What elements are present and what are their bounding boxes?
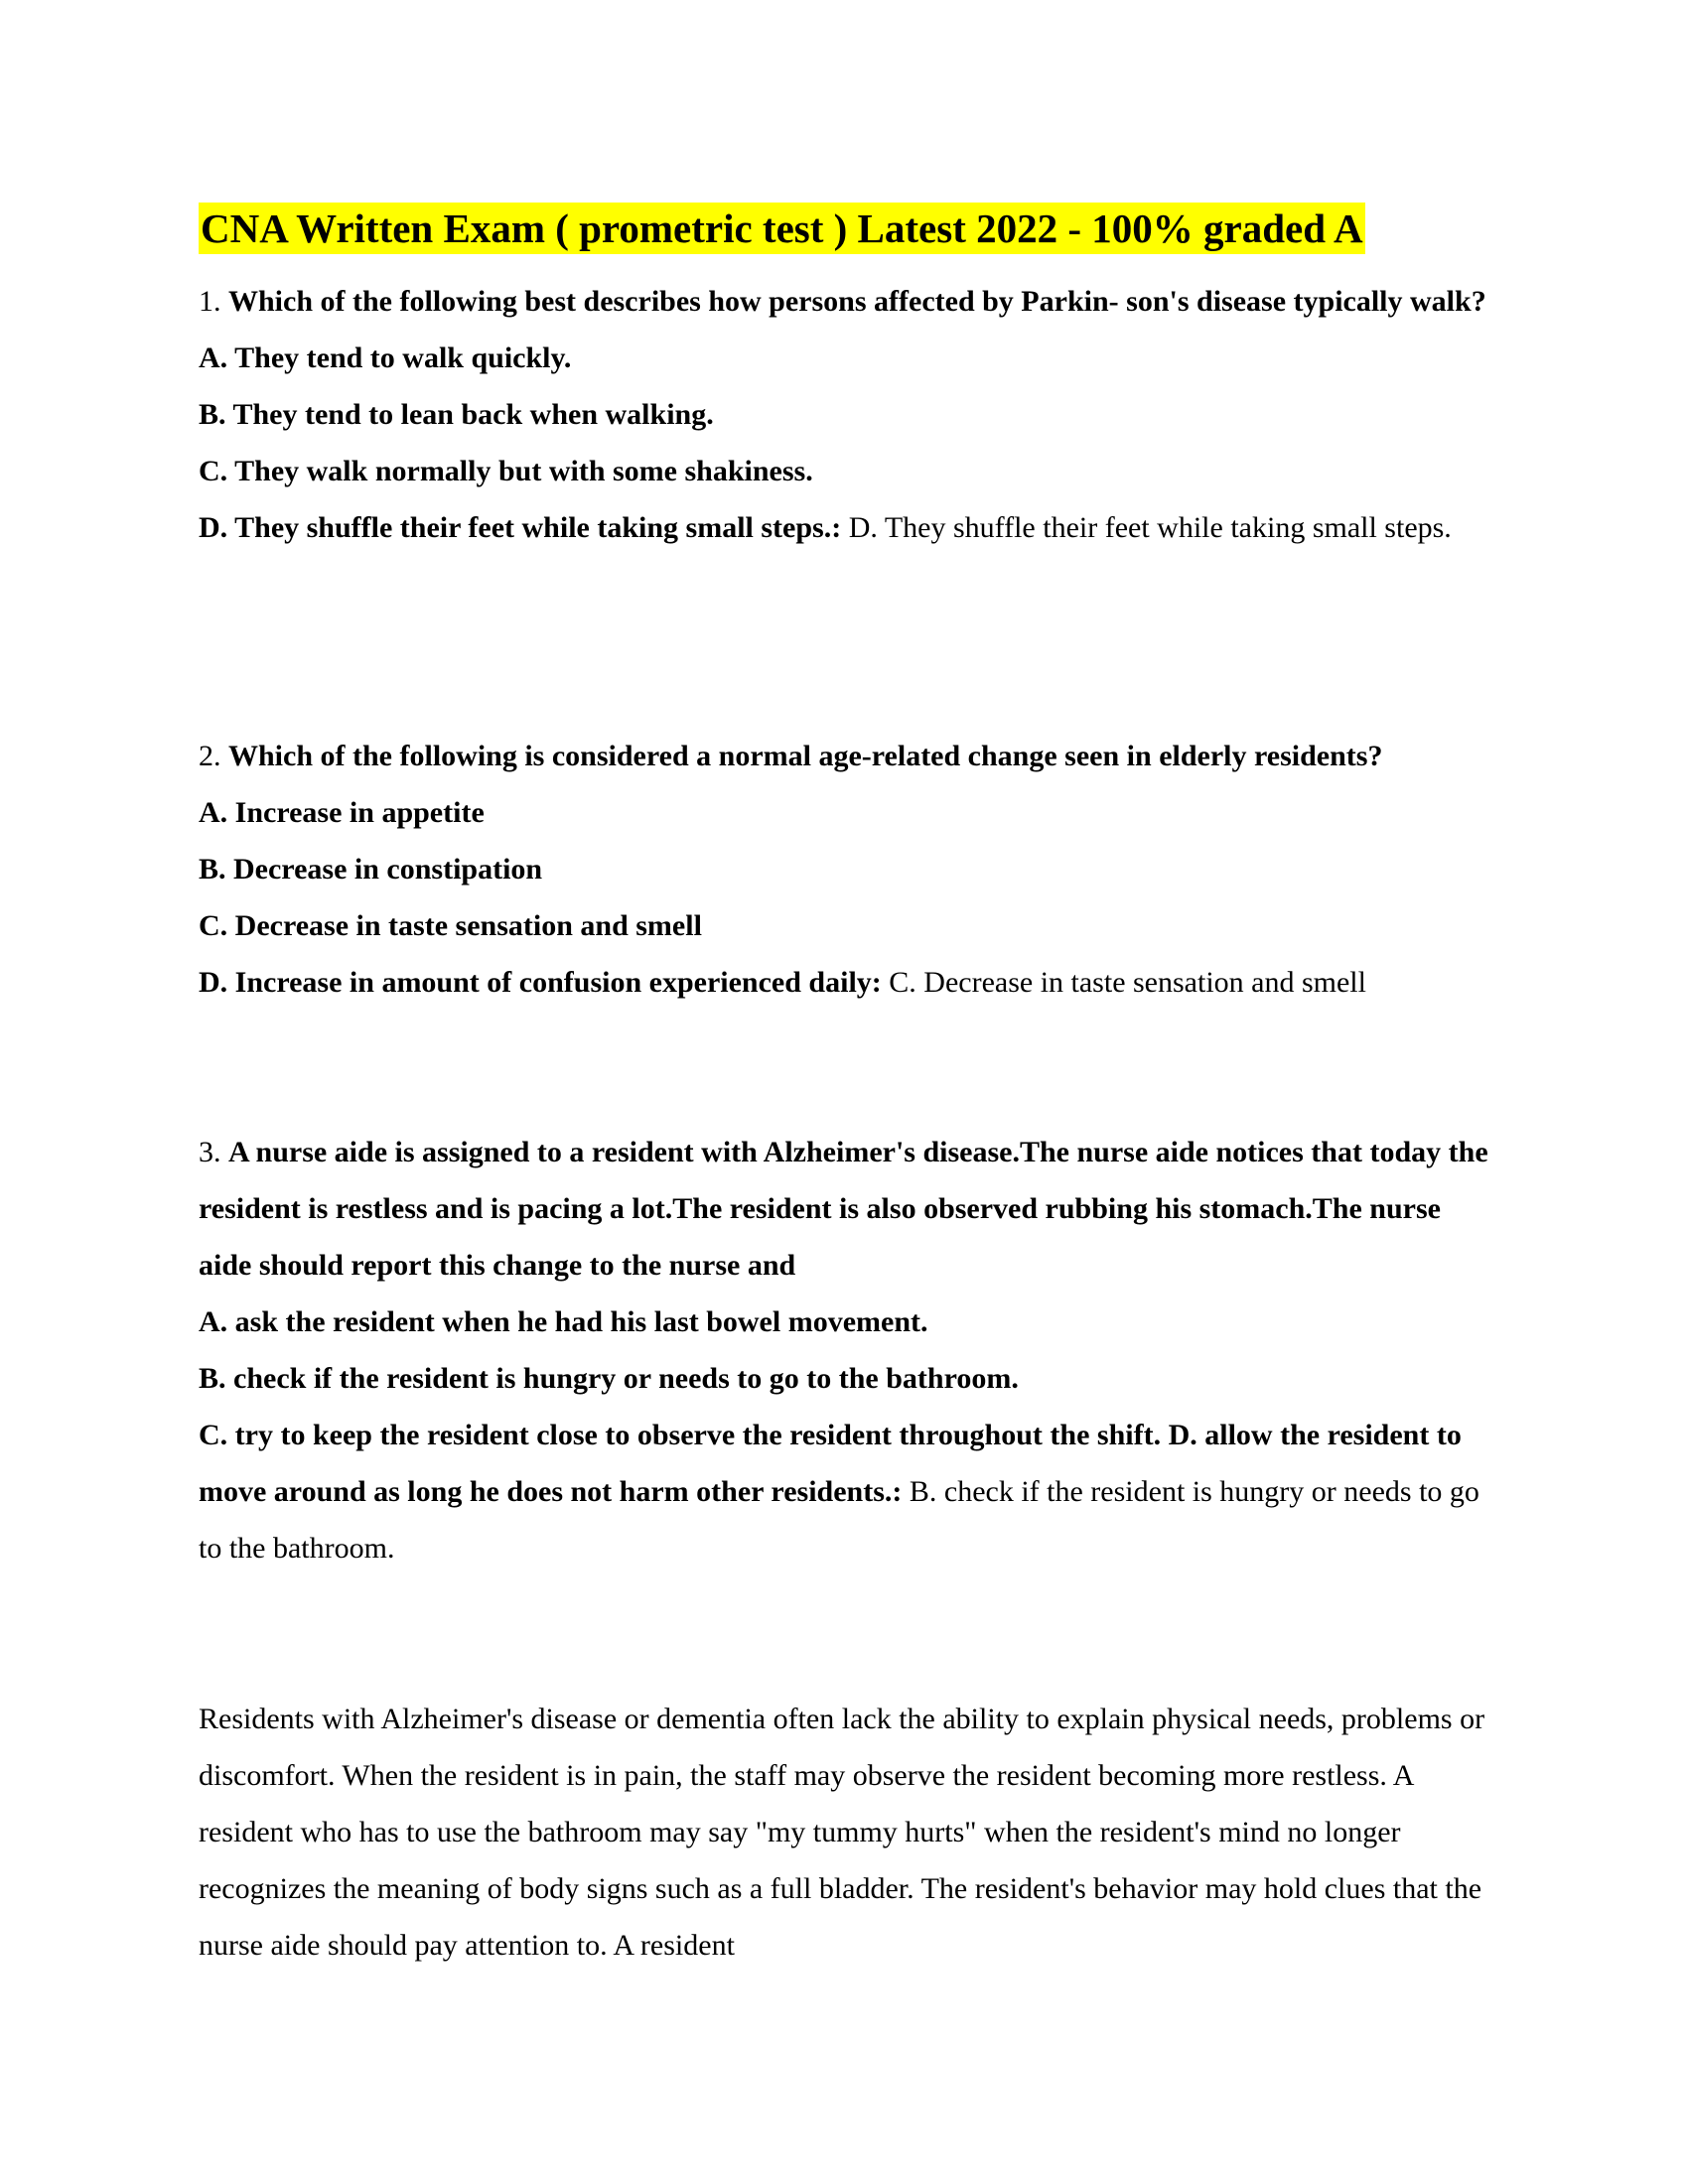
option-a: A. ask the resident when he had his last bowel movement.: [199, 1305, 928, 1338]
question-number: 3.: [199, 1136, 221, 1168]
question-2: [199, 728, 1499, 1011]
option-d: D. They shuffle their feet while taking small steps.:: [199, 511, 842, 544]
option-b: B. check if the resident is hungry or needs to go to the bathroom.: [199, 1362, 1019, 1395]
question-1: [199, 273, 1499, 556]
answer: C. Decrease in taste sensation and smell: [889, 966, 1366, 999]
option-b: B. Decrease in constipation: [199, 853, 543, 886]
option-c: C. They walk normally but with some shakiness.: [199, 455, 813, 487]
option-a: A. Increase in appetite: [199, 796, 485, 829]
option-d: D. allow the resident to move around as long he does not harm other residents.:: [199, 1419, 1462, 1508]
question-number: 1.: [199, 285, 221, 318]
document-title: CNA Written Exam ( prometric test ) Latest 2022 - 100% graded A: [199, 203, 1365, 254]
answer: B. check if the resident is hungry or needs to go to the bathroom.: [199, 1475, 1479, 1565]
question-stem: A nurse aide is assigned to a resident with Alzheimer's disease.The nurse aide notices that today the resident is restless and is pacing a lot.The resident is also observed rubbing his stomach.The nurse aide should report this change to the nurse and: [199, 1136, 1488, 1282]
option-d: D. Increase in amount of confusion experienced daily:: [199, 966, 882, 999]
question-stem: Which of the following is considered a normal age-related change seen in elderly residents?: [228, 740, 1383, 772]
option-c: C. try to keep the resident close to observe the resident throughout the shift.: [199, 1419, 1162, 1451]
question-number: 2.: [199, 740, 221, 772]
option-a: A. They tend to walk quickly.: [199, 341, 572, 374]
answer: D. They shuffle their feet while taking small steps.: [848, 511, 1452, 544]
question-3: [199, 1124, 1499, 1576]
option-b: B. They tend to lean back when walking.: [199, 398, 714, 431]
option-c: C. Decrease in taste sensation and smell: [199, 909, 702, 942]
explanation-paragraph: Residents with Alzheimer's disease or dementia often lack the ability to explain physical needs, problems or discomfort. When the resident is in pain, the staff may observe the resident becoming more restless. A resident who has to use the bathroom may say "my tummy hurts" when the resident's mind no longer recognizes the meaning of body signs such as a full bladder. The resident's behavior may hold clues that the nurse aide should pay attention to. A resident: [199, 1703, 1485, 1962]
question-stem: Which of the following best describes how persons affected by Parkin- son's disease typically walk?: [228, 285, 1486, 318]
